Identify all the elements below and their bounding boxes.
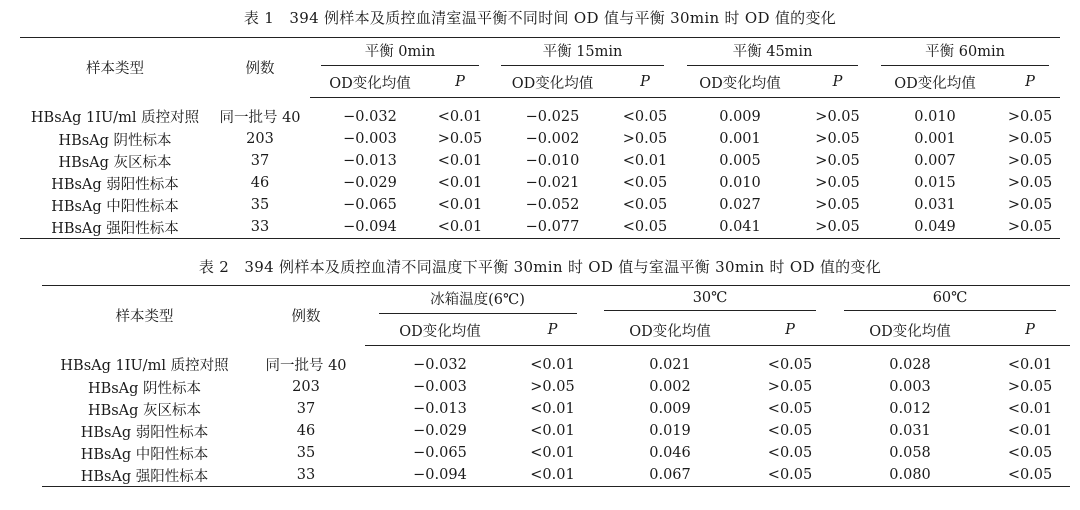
table2-caption: 表 2 394 例样本及质控血清不同温度下平衡 30min 时 OD 值与室温平衡 30min 时 OD 值的变化 <box>198 258 882 276</box>
row-od-change: 0.002 <box>649 379 691 395</box>
row-od-change: −0.029 <box>413 423 467 439</box>
row-p-value: <0.05 <box>767 401 813 417</box>
row-p-value: >0.05 <box>1007 219 1053 235</box>
table2-header-od: OD变化均值 <box>590 316 750 346</box>
row-od-change: 0.001 <box>719 131 761 147</box>
row-p-value: <0.01 <box>437 153 483 169</box>
table1-header-p: P <box>805 68 870 98</box>
row-p-value: <0.01 <box>530 467 575 483</box>
row-od-change: 0.049 <box>914 219 956 235</box>
row-p-value: <0.05 <box>767 357 813 373</box>
row-od-change: 0.080 <box>889 467 931 483</box>
table2-header-p: P <box>515 316 590 346</box>
row-count: 46 <box>296 423 316 439</box>
row-p-value: <0.01 <box>437 219 483 235</box>
row-sample-name: HBsAg 中阳性标本 <box>80 446 209 463</box>
row-p-value: >0.05 <box>1007 131 1053 147</box>
row-p-value: >0.05 <box>815 131 860 147</box>
row-p-value: >0.05 <box>622 131 668 147</box>
row-od-change: −0.013 <box>343 153 397 169</box>
table-row <box>20 128 1060 150</box>
row-p-value: <0.01 <box>1007 423 1053 439</box>
table1-body <box>20 98 1060 239</box>
row-p-value: <0.05 <box>622 219 668 235</box>
table1-header-count: 例数 <box>245 61 275 78</box>
table2-body <box>42 346 1070 487</box>
row-od-change: −0.013 <box>413 401 467 417</box>
row-od-change: −0.052 <box>525 197 580 213</box>
row-od-change: 0.005 <box>719 153 761 169</box>
row-p-value: <0.01 <box>530 357 575 373</box>
row-od-change: 0.021 <box>649 357 691 373</box>
row-count: 203 <box>292 379 320 395</box>
row-count: 33 <box>296 467 316 483</box>
row-p-value: >0.05 <box>815 153 860 169</box>
row-p-value: >0.05 <box>1007 175 1053 191</box>
row-p-value: <0.05 <box>767 445 813 461</box>
row-sample-name: HBsAg 强阳性标本 <box>51 220 179 237</box>
row-od-change: 0.010 <box>914 109 956 125</box>
row-od-change: 0.019 <box>649 423 691 439</box>
row-od-change: −0.065 <box>343 197 397 213</box>
row-od-change: −0.003 <box>413 379 467 395</box>
table2-header-group: 60℃ <box>830 286 1070 316</box>
row-count: 35 <box>296 445 316 461</box>
row-od-change: 0.058 <box>889 445 931 461</box>
row-p-value: >0.05 <box>437 131 483 147</box>
row-p-value: <0.01 <box>437 175 483 191</box>
table2-header-p: P <box>990 316 1070 346</box>
table-row <box>20 194 1060 216</box>
table2-header-od: OD变化均值 <box>830 316 990 346</box>
table1-header-p: P <box>430 68 490 98</box>
table2-header-group: 冰箱温度(6℃) <box>365 286 590 316</box>
table2-header-group: 30℃ <box>590 286 830 316</box>
row-p-value: <0.05 <box>622 109 668 125</box>
row-od-change: 0.027 <box>719 197 761 213</box>
row-p-value: >0.05 <box>815 219 860 235</box>
row-od-change: 0.007 <box>914 153 956 169</box>
row-p-value: <0.01 <box>530 445 575 461</box>
row-p-value: >0.05 <box>1007 379 1053 395</box>
row-count: 46 <box>250 175 270 191</box>
table1-header-group: 平衡 0min <box>310 38 490 68</box>
table1-header-group: 平衡 45min <box>675 38 870 68</box>
row-od-change: −0.003 <box>343 131 397 147</box>
row-p-value: <0.01 <box>1007 401 1053 417</box>
row-od-change: 0.067 <box>649 467 691 483</box>
table1-header-p: P <box>1000 68 1060 98</box>
row-sample-name: HBsAg 灰区标本 <box>87 402 202 419</box>
table2-header-sample-type: 样本类型 <box>115 309 174 326</box>
table1-header-group: 平衡 60min <box>870 38 1060 68</box>
row-count: 同一批号 40 <box>219 110 301 127</box>
row-p-value: <0.05 <box>1007 445 1053 461</box>
row-p-value: <0.01 <box>530 401 575 417</box>
row-od-change: 0.031 <box>889 423 931 439</box>
row-od-change: 0.031 <box>914 197 956 213</box>
table1-header-od: OD变化均值 <box>490 68 615 98</box>
row-od-change: −0.077 <box>525 219 580 235</box>
table1-header-p: P <box>615 68 675 98</box>
table2-header-count: 例数 <box>291 309 321 326</box>
row-p-value: <0.05 <box>767 467 813 483</box>
row-p-value: >0.05 <box>530 379 575 395</box>
row-od-change: −0.010 <box>525 153 580 169</box>
row-sample-name: HBsAg 1IU/ml 质控对照 <box>60 358 229 375</box>
row-od-change: −0.025 <box>525 109 580 125</box>
row-p-value: <0.01 <box>622 153 668 169</box>
row-sample-name: HBsAg 灰区标本 <box>58 154 172 171</box>
row-od-change: 0.009 <box>719 109 761 125</box>
row-p-value: <0.05 <box>1007 467 1053 483</box>
row-sample-name: HBsAg 中阳性标本 <box>51 198 179 215</box>
row-p-value: <0.01 <box>437 197 483 213</box>
row-count: 37 <box>250 153 270 169</box>
table2 <box>42 285 1070 487</box>
row-od-change: −0.002 <box>525 131 580 147</box>
table-row <box>42 376 1070 398</box>
table1 <box>20 37 1060 239</box>
row-od-change: 0.003 <box>889 379 931 395</box>
table-row <box>42 346 1070 377</box>
table2-header-p: P <box>750 316 830 346</box>
row-sample-name: HBsAg 弱阳性标本 <box>51 176 179 193</box>
table-row <box>42 398 1070 420</box>
table1-header-sample-type: 样本类型 <box>86 61 144 78</box>
row-od-change: 0.009 <box>649 401 691 417</box>
row-p-value: >0.05 <box>815 197 860 213</box>
row-count: 33 <box>250 219 270 235</box>
row-od-change: −0.094 <box>413 467 467 483</box>
row-p-value: >0.05 <box>815 109 860 125</box>
row-od-change: 0.015 <box>914 175 956 191</box>
row-sample-name: HBsAg 阴性标本 <box>58 132 172 149</box>
row-p-value: <0.05 <box>622 197 668 213</box>
row-count: 35 <box>250 197 270 213</box>
table2-header-group-row <box>42 286 1070 316</box>
row-p-value: <0.01 <box>530 423 575 439</box>
row-count: 37 <box>296 401 316 417</box>
row-od-change: 0.046 <box>649 445 691 461</box>
table1-header-group-row <box>20 38 1060 68</box>
table-row <box>20 216 1060 239</box>
row-od-change: −0.021 <box>525 175 580 191</box>
row-od-change: −0.032 <box>343 109 397 125</box>
table-row <box>42 420 1070 442</box>
row-od-change: 0.001 <box>914 131 956 147</box>
row-p-value: >0.05 <box>1007 197 1053 213</box>
table1-header-od: OD变化均值 <box>310 68 430 98</box>
table-row <box>20 98 1060 129</box>
row-p-value: <0.05 <box>622 175 668 191</box>
table-row <box>20 172 1060 194</box>
table1-header-group: 平衡 15min <box>490 38 675 68</box>
row-p-value: >0.05 <box>767 379 813 395</box>
row-p-value: >0.05 <box>1007 153 1053 169</box>
row-sample-name: HBsAg 强阳性标本 <box>80 468 209 485</box>
row-p-value: >0.05 <box>1007 109 1053 125</box>
table2-header-od: OD变化均值 <box>365 316 515 346</box>
row-od-change: 0.010 <box>719 175 761 191</box>
row-od-change: −0.029 <box>343 175 397 191</box>
row-sample-name: HBsAg 阴性标本 <box>87 380 202 397</box>
table-row <box>20 150 1060 172</box>
row-od-change: −0.065 <box>413 445 467 461</box>
row-p-value: <0.01 <box>437 109 483 125</box>
table1-header-od: OD变化均值 <box>675 68 805 98</box>
row-p-value: <0.01 <box>1007 357 1053 373</box>
table-row <box>42 442 1070 464</box>
row-od-change: −0.032 <box>413 357 467 373</box>
table-row <box>42 464 1070 487</box>
table1-caption: 表 1 394 例样本及质控血清室温平衡不同时间 OD 值与平衡 30min 时 OD 值的变化 <box>243 9 837 27</box>
row-count: 同一批号 40 <box>265 358 347 375</box>
row-p-value: >0.05 <box>815 175 860 191</box>
row-sample-name: HBsAg 1IU/ml 质控对照 <box>30 110 200 127</box>
row-od-change: 0.028 <box>889 357 931 373</box>
table1-header-od: OD变化均值 <box>870 68 1000 98</box>
row-od-change: 0.012 <box>889 401 931 417</box>
row-sample-name: HBsAg 弱阳性标本 <box>80 424 209 441</box>
row-count: 203 <box>246 131 274 147</box>
row-od-change: 0.041 <box>719 219 761 235</box>
row-p-value: <0.05 <box>767 423 813 439</box>
row-od-change: −0.094 <box>343 219 397 235</box>
